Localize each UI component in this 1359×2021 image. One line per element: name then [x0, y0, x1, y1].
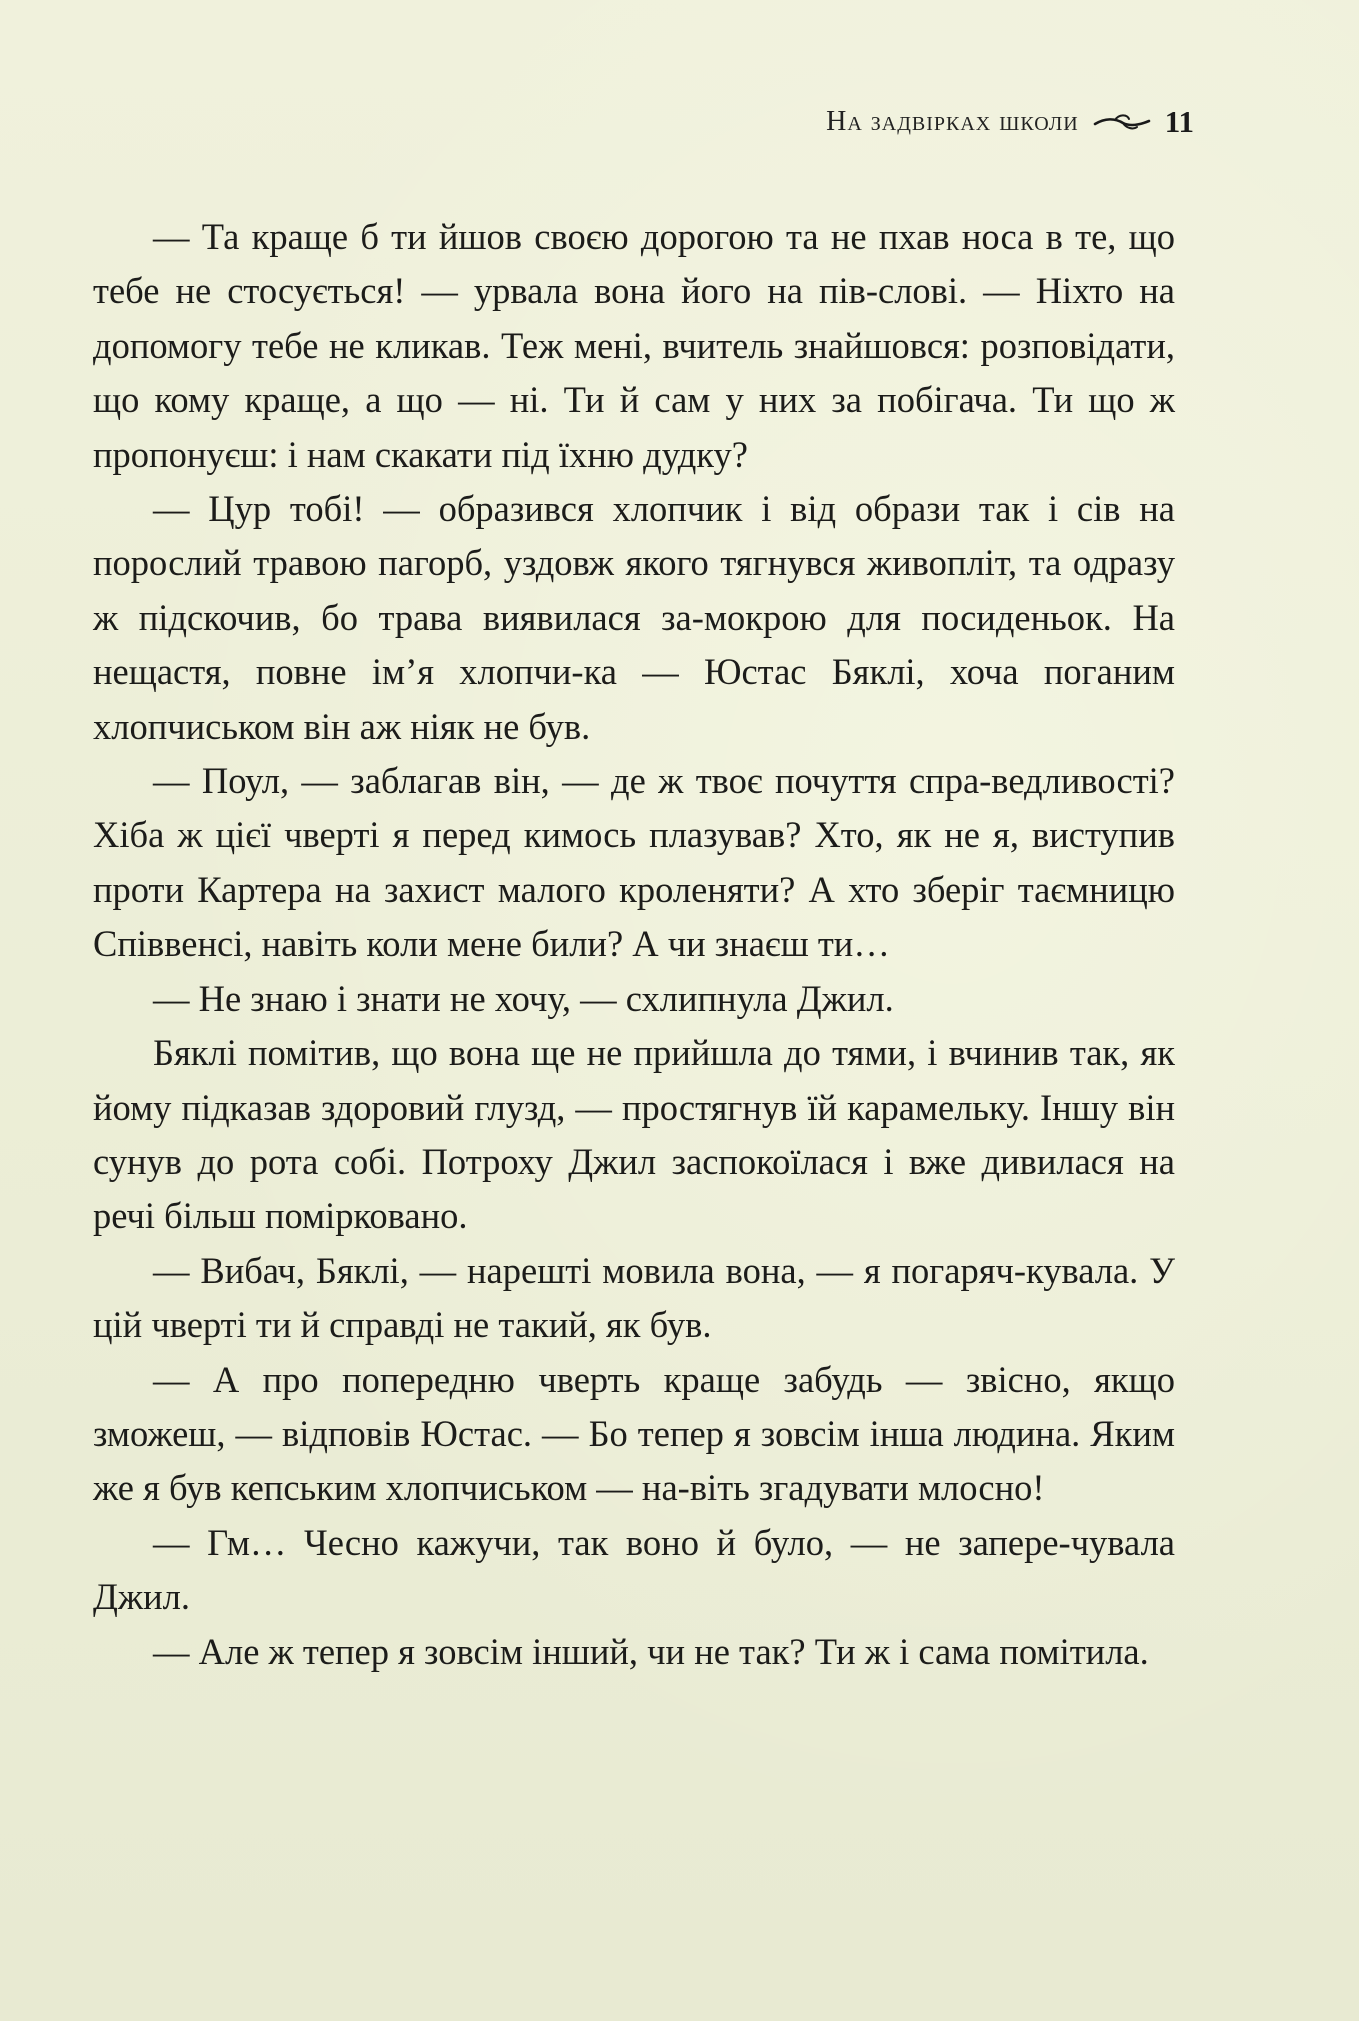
paragraph: — Вибач, Бяклі, — нарешті мовила вона, — я погаряч-кувала. У цій чверті ти й справді не такий, як був. [93, 1249, 1175, 1346]
running-head [826, 104, 1194, 140]
paragraph: — А про попередню чверть краще забудь — звісно, якщо зможеш, — відповів Юстас. — Бо тепер я зовсім інша людина. Яким же я був кепським хлопчиськом — на-віть згадувати млосно! [93, 1358, 1175, 1509]
flourish-ornament-icon [1093, 112, 1151, 132]
paragraph: — Гм… Чесно кажучи, так воно й було, — не запере-чувала Джил. [93, 1521, 1175, 1618]
body-text [93, 210, 1175, 1679]
paragraph: Бяклі помітив, що вона ще не прийшла до тями, і вчинив так, як йому підказав здоровий глузд, — простягнув їй карамельку. Іншу він сунув до рота собі. Потроху Джил заспокоїлася і вже дивилася на речі більш поміркованo. [93, 1032, 1175, 1237]
paragraph: — Але ж тепер я зовсім інший, чи не так? Ти ж і сама помітила. [153, 1630, 1149, 1672]
paragraph: — Та краще б ти йшов своєю дорогою та не пхав носа в те, що тебе не стосується! — урвала вона його на пів-слові. — Ніхто на допомогу тебе не кликав. Теж мені, вчитель знайшовся: розповідати, що кому краще, а що — ні. Ти й сам у них за побігача. Ти що ж пропонуєш: і нам скакати під їхню дудку? [93, 216, 1175, 475]
paragraph: — Не знаю і знати не хочу, — схлипнула Джил. [153, 977, 894, 1019]
page-number: 11 [1164, 104, 1194, 139]
paragraph: — Поул, — заблагав він, — де ж твоє почуття спра-ведливості? Хіба ж цієї чверті я перед кимось плазував? Хто, як не я, виступив проти Картера на захист малого кроленяти? А хто зберіг таємницю Співвенсі, навіть коли мене били? А чи знаєш ти… [93, 760, 1175, 965]
paragraph: — Цур тобі! — образився хлопчик і від образи так і сів на порослий травою пагорб, уздовж якого тягнувся живопліт, та одразу ж підскочив, бо трава виявилася за-мокрою для посиденьок. На нещастя, повне ім’я хлопчи-ка — Юстас Бяклі, хоча поганим хлопчиськом він аж ніяк не був. [93, 488, 1175, 747]
running-title: На задвірках школи [826, 106, 1079, 137]
